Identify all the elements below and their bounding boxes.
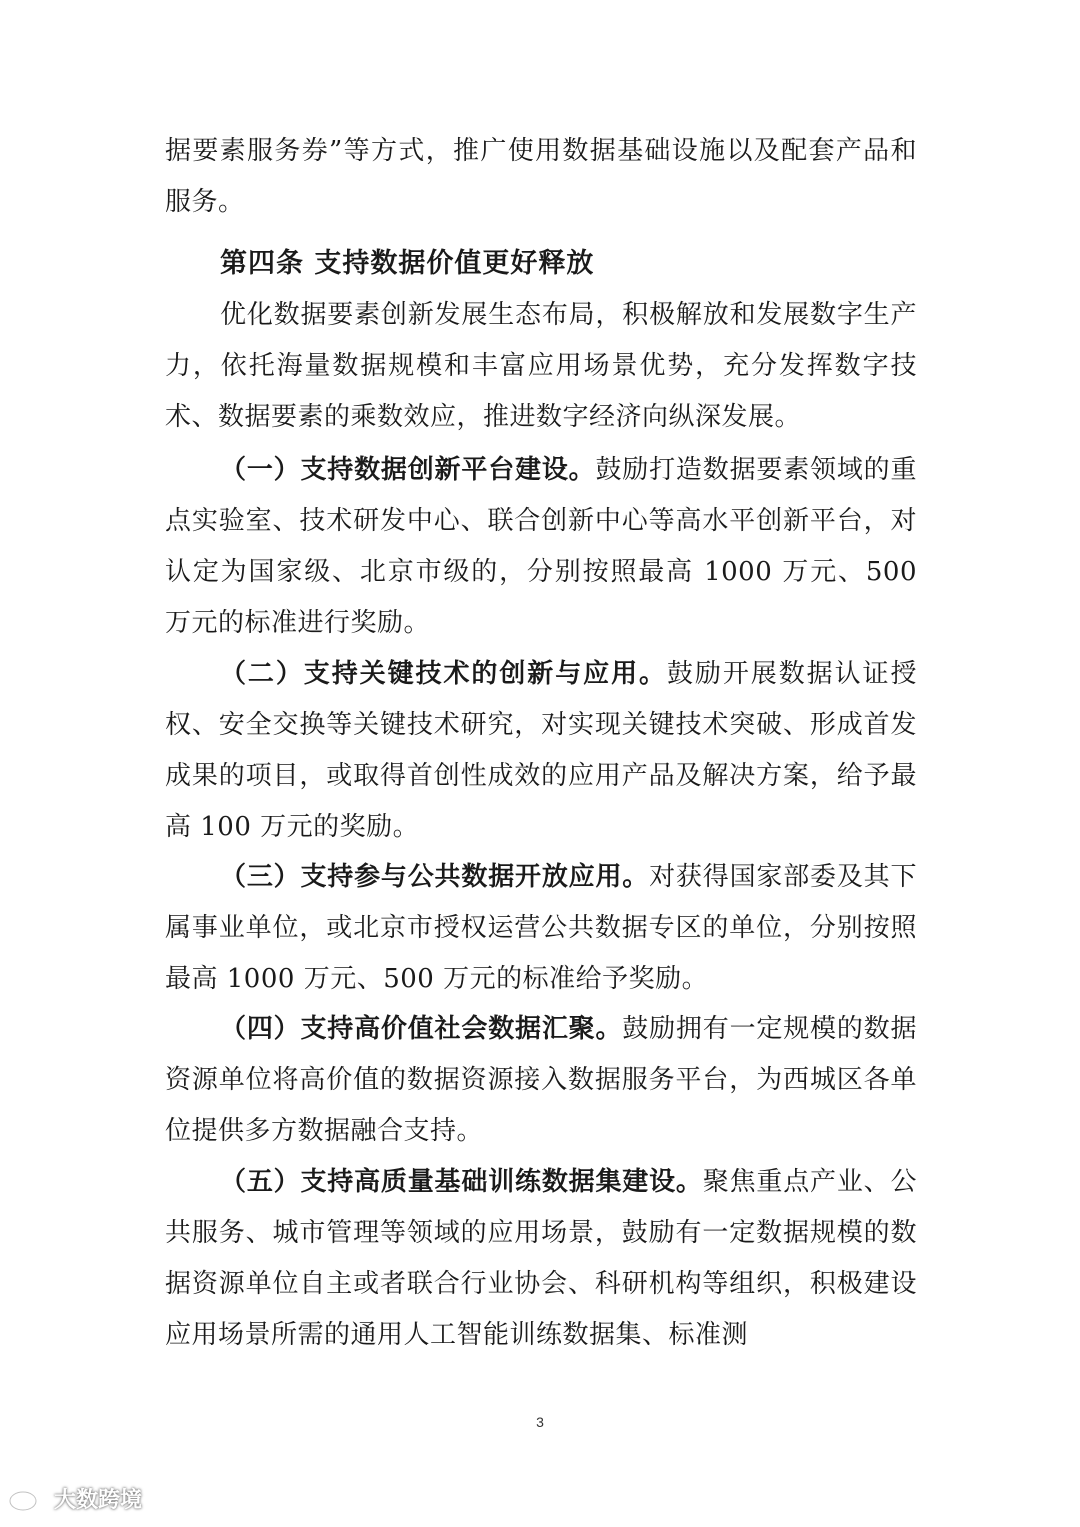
item-3-body: 对获得国家部委及其下属事业单位，或北京市授权运营公共数据专区的单位，分别按照最高 1000 万元、500 万元的标准给予奖励。 xyxy=(165,862,917,994)
paragraph-continued: 据要素服务券”等方式，推广使用数据基础设施以及配套产品和服务。 xyxy=(165,136,917,217)
item-2-body: 鼓励开展数据认证授权、安全交换等关键技术研究，对实现关键技术突破、形成首发成果的项目，或取得首创性成效的应用产品及解决方案，给予最高 100 万元的奖励。 xyxy=(165,659,917,842)
paragraph-article-intro: 优化数据要素创新发展生态布局，积极解放和发展数字生产力，依托海量数据规模和丰富应用场景优势，充分发挥数字技术、数据要素的乘数效应，推进数字经济向纵深发展。 xyxy=(165,300,917,432)
article-heading: 第四条 支持数据价值更好释放 xyxy=(220,248,595,279)
watermark xyxy=(8,1480,142,1516)
item-1-body: 鼓励打造数据要素领域的重点实验室、技术研发中心、联合创新中心等高水平创新平台，对认定为国家级、北京市级的，分别按照最高 1000 万元、500 万元的标准进行奖励。 xyxy=(165,455,917,638)
item-4-title: （四）支持高价值社会数据汇聚。 xyxy=(220,1014,623,1044)
item-4-body: 鼓励拥有一定规模的数据资源单位将高价值的数据资源接入数据服务平台，为西城区各单位提供多方数据融合支持。 xyxy=(165,1014,917,1146)
paragraph-item-5 xyxy=(165,1157,917,1361)
paragraph-item-3 xyxy=(165,852,917,1005)
paragraph-item-2 xyxy=(165,649,917,853)
page-number: 3 xyxy=(536,1414,544,1430)
item-1-title: （一）支持数据创新平台建设。 xyxy=(220,455,596,485)
item-3-title: （三）支持参与公共数据开放应用。 xyxy=(220,862,650,892)
item-5-body: 聚焦重点产业、公共服务、城市管理等领域的应用场景，鼓励有一定数据规模的数据资源单位自主或者联合行业协会、科研机构等组织，积极建设应用场景所需的通用人工智能训练数据集、标准测 xyxy=(165,1167,917,1350)
item-2-title: （二）支持关键技术的创新与应用。 xyxy=(220,659,667,689)
item-5-title: （五）支持高质量基础训练数据集建设。 xyxy=(220,1167,703,1197)
weibo-style-logo-icon xyxy=(8,1484,46,1512)
watermark-text: 大数跨境 xyxy=(54,1487,143,1513)
paragraph-item-4 xyxy=(165,1004,917,1157)
paragraph-item-1 xyxy=(165,445,917,649)
